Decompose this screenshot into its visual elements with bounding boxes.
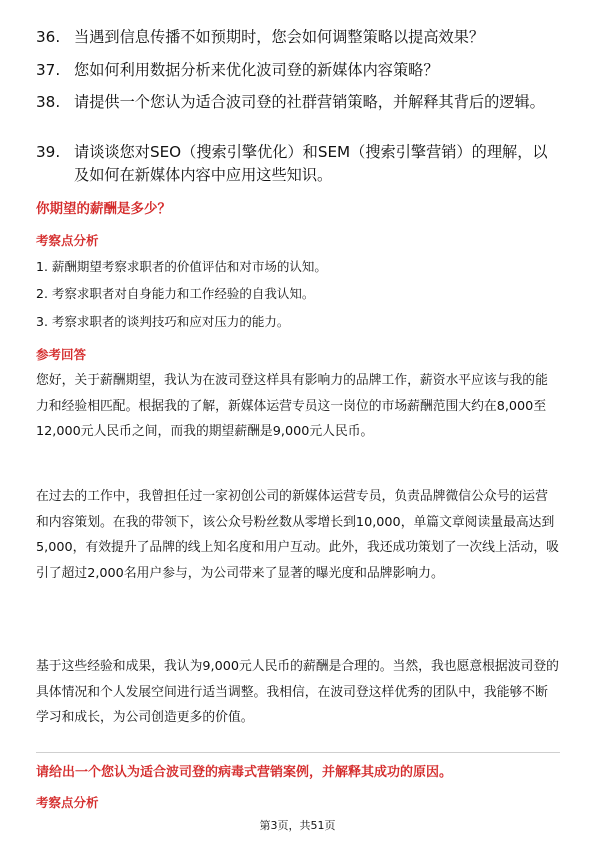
question-text: 当遇到信息传播不如预期时，您会如何调整策略以提高效果？ (74, 28, 485, 46)
analysis-item: 2. 考察求职者对自身能力和工作经验的自我认知。 (36, 286, 315, 301)
answer-paragraph: 基于这些经验和成果，我认为9,000元人民币的薪酬是合理的。当然，我也愿意根据波司登的具体情况和个人发展空间进行适当调整。我相信，在波司登这样优秀的团队中，我能够不断学习和成长，为公司创造更多的价值。 (36, 659, 559, 725)
analysis-heading: 考察点分析 (36, 795, 99, 810)
question-text: 您如何利用数据分析来优化波司登的新媒体内容策略？ (74, 61, 439, 79)
question-number: 38. (36, 93, 61, 111)
salary-question-heading: 你期望的薪酬是多少？ (36, 201, 171, 217)
answer-paragraph: 您好，关于薪酬期望，我认为在波司登这样具有影响力的品牌工作，薪资水平应该与我的能力和经验相匹配。根据我的了解，新媒体运营专员这一岗位的市场薪酬范围大约在8,000至12,000元人民币之间，而我的期望薪酬是9,000元人民币。 (36, 373, 548, 439)
page-number: 第3页，共51页 (259, 819, 336, 832)
question-text: 请提供一个您认为适合波司登的社群营销策略，并解释其背后的逻辑。 (74, 93, 545, 111)
question-number: 37. (36, 61, 61, 79)
question-text: 请谈谈您对SEO（搜索引擎优化）和SEM（搜索引擎营销）的理解，以及如何在新媒体内容中应用这些知识。 (74, 143, 548, 184)
next-question-heading: 请给出一个您认为适合波司登的病毒式营销案例，并解释其成功的原因。 (36, 765, 453, 780)
answer-heading: 参考回答 (36, 347, 87, 362)
section-divider (36, 752, 560, 753)
question-number: 36. (36, 28, 61, 46)
analysis-item: 1. 薪酬期望考察求职者的价值评估和对市场的认知。 (36, 259, 327, 274)
analysis-heading: 考察点分析 (36, 233, 99, 248)
answer-paragraph: 在过去的工作中，我曾担任过一家初创公司的新媒体运营专员，负责品牌微信公众号的运营和内容策划。在我的带领下，该公众号粉丝数从零增长到10,000，单篇文章阅读量最高达到5,000，有效提升了品牌的线上知名度和用户互动。此外，我还成功策划了一次线上活动，吸引了超过2,000名用户参与，为公司带来了显著的曝光度和品牌影响力。 (36, 489, 559, 581)
analysis-item: 3. 考察求职者的谈判技巧和应对压力的能力。 (36, 314, 290, 329)
question-number: 39. (36, 143, 61, 161)
